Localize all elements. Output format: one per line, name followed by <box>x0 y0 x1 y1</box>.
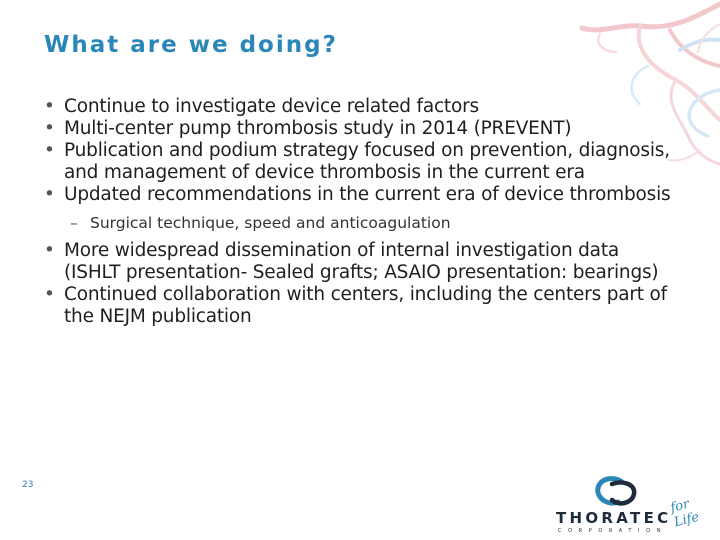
slide-title: What are we doing? <box>44 32 338 58</box>
sub-bullet-list <box>40 212 680 234</box>
bullet-list-top <box>40 96 680 206</box>
bullet-list-bottom <box>40 240 680 328</box>
logo-subtext: CORPORATION <box>558 528 667 534</box>
bullet-item: • More widespread dissemination of internal investigation data (ISHLT presentation- Sealed grafts; ASAIO presentation: bearings) <box>40 240 680 284</box>
bullet-item: • Updated recommendations in the current era of device thrombosis <box>40 184 680 206</box>
bullet-item: • Publication and podium strategy focused on prevention, diagnosis, and management of device thrombosis in the current era <box>40 140 680 184</box>
sub-bullet-item: – Surgical technique, speed and anticoagulation <box>40 212 680 234</box>
logo-wordmark: THORATEC <box>556 509 672 527</box>
company-logo <box>552 476 712 532</box>
bullet-item: • Multi-center pump thrombosis study in 2014 (PREVENT) <box>40 118 680 140</box>
slide-content <box>40 96 680 328</box>
page-number: 23 <box>22 480 34 490</box>
logo-tagline: for Life <box>668 496 701 531</box>
bullet-item: • Continued collaboration with centers, including the centers part of the NEJM publication <box>40 284 680 328</box>
thoratec-logo-mark-icon <box>592 476 640 508</box>
bullet-item: • Continue to investigate device related factors <box>40 96 680 118</box>
